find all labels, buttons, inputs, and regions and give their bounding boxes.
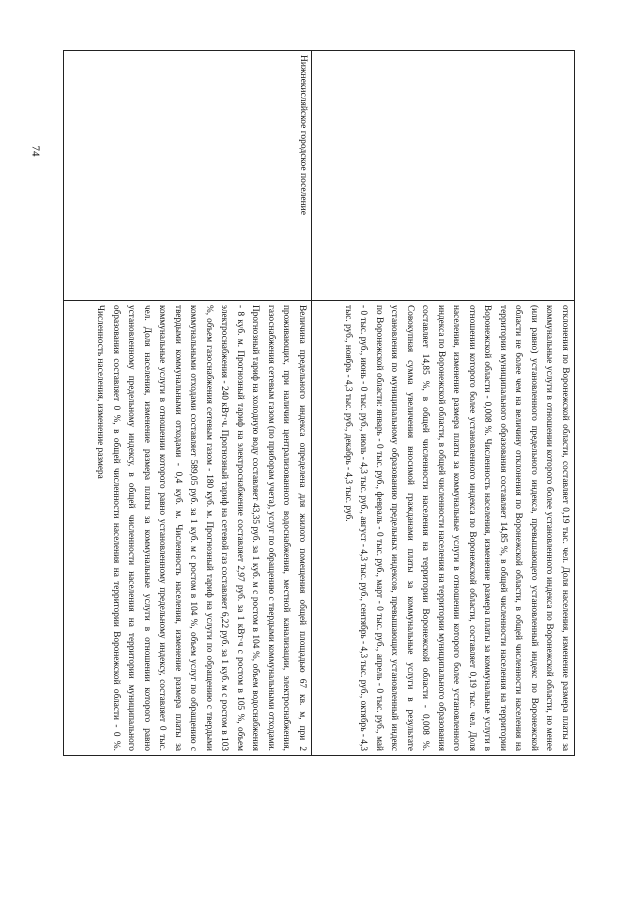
table-row (64, 51, 312, 756)
description-cell: отклонения по Воронежской области, составляет 0,19 тыс. чел. Доля населения, изменение размера платы за коммунальные услуги в отношении которого более установленного индекса по Воронежской области, но менее (или равно) установленного предельного индекса, превышающего установленный индекс по Воронежской области не более чем на величину отклонения по Воронежской области, в общей численности населения на территории муниципального образования составляет 14,85 %, в общей численности населения на территории Воронежской области - 0,008 %. Численность населения, изменение размера платы за коммунальные услуги в отношении которого более установленного индекса по Воронежской области, составляет 0,19 тыс. чел. Доля населения, изменение размера платы за коммунальные услуги в отношении которого более установленного индекса по Воронежской области, в общей численности населения на территории муниципального образования составляет 14,85 %, в общей численности населения на территории Воронежской области - 0,008 %. Совокупная сумма увеличения вносимой гражданами платы за коммунальные услуги в результате установления по муниципальному образованию предельных индексов, превышающих установленный индекс по Воронежской области: январь - 0 тыс. руб., февраль - 0 тыс. руб., март - 0 тыс. руб., апрель - 0 тыс. руб., май - 0 тыс. руб., июнь - 0 тыс. руб., июль - 4,3 тыс. руб., август - 4,3 тыс. руб., сентябрь - 4,3 тыс. руб., октябрь - 4,3 тыс. руб., ноябрь - 4,3 тыс. руб., декабрь - 4,3 тыс. руб. (312, 301, 575, 756)
settlement-name-cell: Нижнекисляйское городское поселение (64, 51, 312, 301)
data-table (63, 50, 575, 756)
description-cell: Величина предельного индекса определена для жилого помещения общей площадью 67 кв. м, при 2 проживающих, при наличии централизованного водоснабжения, местной канализации, электроснабжения, газоснабжения сетевым газом (по приборам учета), услуг по обращению с твердыми коммунальными отходами. Прогнозный тариф на холодную воду составляет 43,35 руб. за 1 куб. м с ростом в 104 %, объем водоснабжения - 8 куб. м. Прогнозный тариф на электроснабжение составляет 2,97 руб. за 1 кВт·ч с ростом в 105 %, объем электроснабжения - 240 кВт·ч. Прогнозный тариф на сетевой газ составляет 6,22 руб. за 1 куб. м с ростом в 103 %, объем газоснабжения сетевым газом - 180 куб. м. Прогнозный тариф на услуги по обращению с твердыми коммунальными отходами составляет 589,05 руб. за 1 куб. м с ростом в 104 %, объем услуг по обращению с твердыми коммунальными отходами - 0,4 куб. м. Численность населения, изменение размера платы за коммунальные услуги в отношении которого равно установленному предельному индексу, составляет 0 тыс. чел. Доля населения, изменение размера платы за коммунальные услуги в отношении которого равно установленному предельному индексу, в общей численности населения на территории муниципального образования составляет 0 %, в общей численности населения на территории Воронежской области - 0 %. Численность населения, изменение размера (64, 301, 312, 756)
table-row (312, 51, 575, 756)
page-number: 74 (29, 145, 42, 157)
rotated-page (70, 50, 575, 755)
rotated-content (70, 50, 575, 755)
settlement-name-cell (312, 51, 575, 301)
